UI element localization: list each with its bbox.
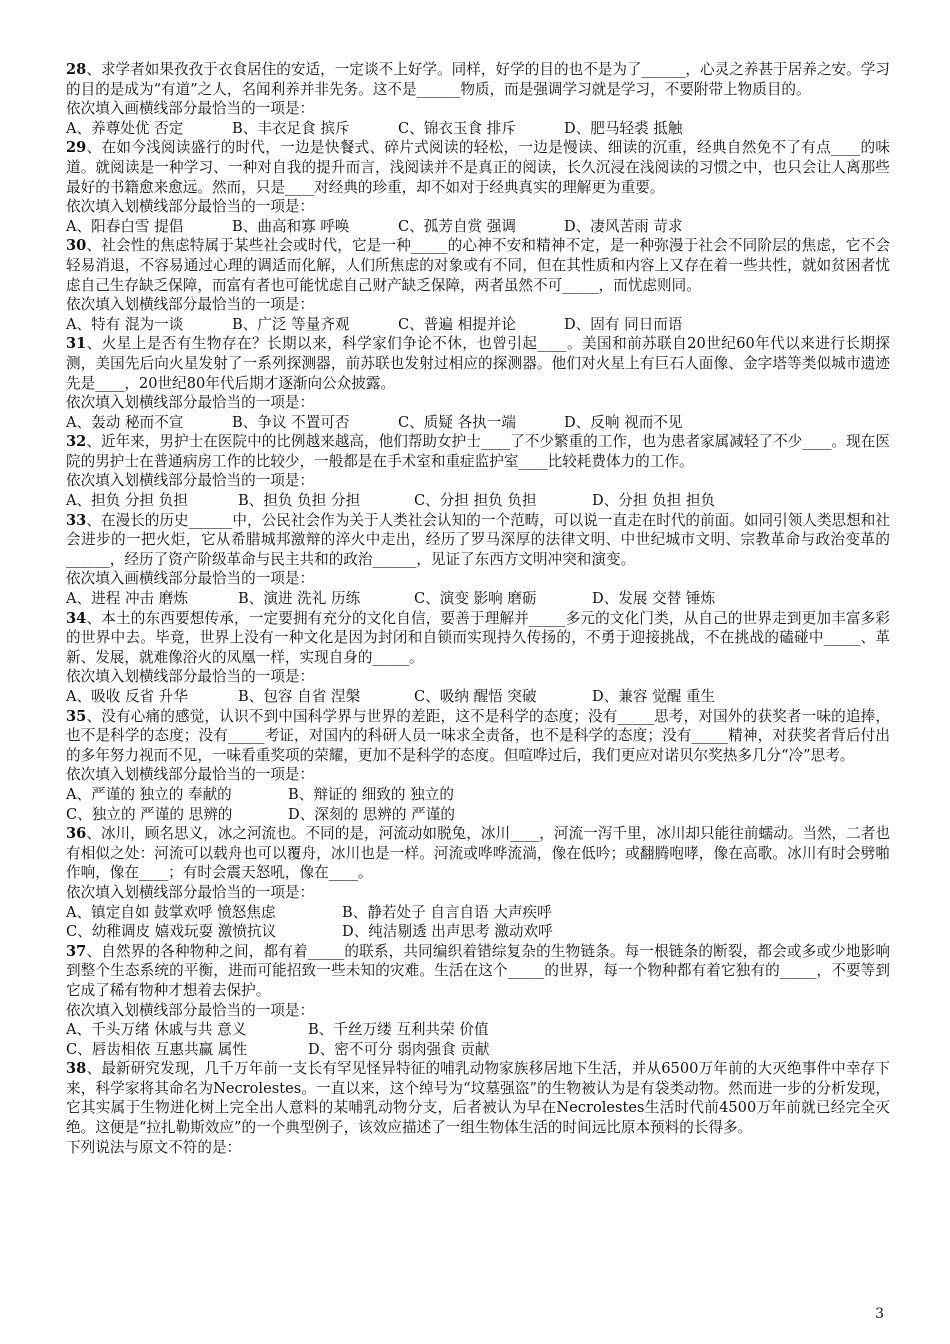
question-33 [66, 511, 890, 609]
question-text: 、在漫长的历史______中，公民社会作为关于人类社会认知的一个范畴，可以说一直走在时代的前面。如同引领人类思想和社会进步的一把火炬，它从希腊城邦激辩的淬火中走出，经历了罗马深厚的法律文明、中世纪城市文明、宗教革命与政治变革的______，经历了资产阶级革命与民主共和的政治______，见证了东西方文明冲突和演变。 [66, 511, 890, 568]
question-text: 、近年来，男护士在医院中的比例越来越高，他们帮助女护士____了不少繁重的工作，也为患者家属减轻了不少____。现在医院的男护士在普通病房工作的比较少，一般都是在手术室和重症监护室____比较耗费体力的工作。 [66, 433, 890, 470]
question-text: 、本土的东西要想传承，一定要拥有充分的文化自信，要善于理解并_____多元的文化门类，从自己的世界走到更加丰富多彩的世界中去。毕竟，世界上没有一种文化是因为封闭和自锁而实现持久传扬的，不勇于迎接挑战，不在挑战的磕碰中_____、革新、发展，就难像浴火的凤凰一样，实现自身的_____。 [66, 609, 890, 666]
question-text: 、在如今浅阅读盛行的时代，一边是快餐式、碎片式阅读的轻松，一边是慢读、细读的沉重，经典自然免不了有点____的味道。就阅读是一种学习、一种对自我的提升而言，浅阅读并不是真正的阅读，长久沉浸在浅阅读的习惯之中，也只会让人离那些最好的书籍愈来愈远。然而，只是____对经典的珍重，却不如对于经典真实的理解更为重要。 [66, 139, 890, 196]
option-b: B、包容 自省 涅槃 [238, 688, 361, 705]
option-a: A、千头万绪 休戚与共 意义 [66, 1021, 247, 1039]
option-a: A、养尊处优 否定 [66, 119, 184, 137]
option-a: A、进程 冲击 磨炼 [66, 590, 188, 608]
options-row [66, 785, 890, 805]
options-row [66, 805, 890, 825]
option-a: A、吸收 反省 升华 [66, 688, 188, 705]
question-stem [66, 707, 890, 766]
question-28 [66, 60, 890, 138]
question-number: 28 [66, 61, 87, 78]
question-number: 32 [66, 433, 87, 451]
question-prompt: 下列说法与原文不符的是： [66, 1138, 242, 1156]
option-b: B、曲高和寡 呼唤 [232, 217, 350, 235]
question-text: 、最新研究发现，几千万年前一支长有罕见怪异特征的哺乳动物家族移居地下生活，并从6500万年前的大灭绝事件中幸存下来，科学家将其命名为Necrolestes。一直以来，这个绰号为“坟墓强盗”的生物被认为是有袋类动物。然而进一步的分析发现，它其实属于生物进化树上完全出人意料的某哺乳动物分支，后者被认为早在Necrolestes生活时代前4500万年前就已经完全灭绝。这便是“拉扎勒斯效应”的一个典型例子，该效应描述了一组生物体生活的时间远比原本预料的长得多。 [66, 1060, 890, 1137]
option-c: C、分担 担负 负担 [414, 492, 537, 510]
option-d: D、分担 负担 担负 [592, 492, 716, 510]
option-b: B、争议 不置可否 [232, 413, 350, 431]
option-c: C、独立的 严谨的 思辨的 [66, 805, 233, 823]
question-prompt: 依次填入划横线部分最恰当的一项是： [66, 296, 315, 314]
options-row [66, 1040, 890, 1060]
question-number: 30 [66, 237, 87, 255]
options-row [66, 687, 890, 707]
option-b: B、丰衣足食 摈斥 [232, 119, 350, 137]
option-b: B、静若处子 自言自语 大声疾呼 [342, 903, 552, 921]
question-stem [66, 60, 890, 99]
question-text: 、冰川，顾名思义，冰之河流也。不同的是，河流动如脱兔，冰川____，河流一泻千里，冰川却只能往前蠕动。当然，二者也有相似之处：河流可以载舟也可以覆舟，冰川也是一样。河流或哗哗流淌，像在低吟；或翻腾咆哮，像在高歌。冰川有时会劈啪作响，像在____；有时会震天怒吼，像在____。 [66, 825, 890, 882]
option-b: B、担负 负担 分担 [238, 492, 361, 510]
option-a: A、担负 分担 负担 [66, 492, 188, 510]
options-row [66, 1020, 890, 1040]
options-row [66, 491, 890, 511]
question-number: 29 [66, 139, 87, 157]
question-number: 35 [66, 707, 87, 725]
question-prompt: 依次填入划横线部分最恰当的一项是： [66, 668, 315, 686]
question-number: 33 [66, 511, 87, 529]
option-b: B、演进 洗礼 历练 [238, 590, 361, 608]
option-d: D、密不可分 弱肉强食 贡献 [308, 1040, 490, 1058]
option-a: A、镇定自如 鼓掌欢呼 愤怒焦虑 [66, 903, 276, 921]
question-30 [66, 236, 890, 334]
question-stem [66, 432, 890, 471]
question-text: 、社会性的焦虑特属于某些社会或时代，它是一种_____的心神不安和精神不定，是一种弥漫于社会不同阶层的焦虑，它不会轻易消退，不容易通过心理的调适而化解，人们所焦虑的对象或有不同，但在其性质和内容上又存在着一些共性，就如贫困者忧虑自己生存缺乏保障，而富有者也可能忧虑自己财产缺乏保障，两者虽然不可_____，而忧虑则同。 [66, 237, 890, 294]
question-31 [66, 334, 890, 432]
question-text: 、求学者如果孜孜于衣食居住的安适，一定谈不上好学。同样，好学的目的也不是为了______，心灵之养甚于居养之安。学习的目的是成为“有道”之人，名闻利养并非先务。这不是______物质，而是强调学习就是学习，不要附带上物质目的。 [66, 61, 890, 98]
option-c: C、演变 影响 磨砺 [414, 590, 537, 608]
question-38 [66, 1059, 890, 1157]
question-stem [66, 942, 890, 1001]
question-text: 、自然界的各种物种之间，都有着_____的联系，共同编织着错综复杂的生物链条。每一根链条的断裂，都会或多或少地影响到整个生态系统的平衡，进而可能招致一些未知的灾难。生活在这个_____的世界，每一个物种都有着它独有的_____，不要等到它成了稀有物种才想着去保护。 [66, 942, 890, 999]
options-row [66, 217, 890, 237]
option-a: A、特有 混为一谈 [66, 315, 184, 333]
question-prompt: 依次填入划横线部分最恰当的一项是： [66, 472, 315, 490]
options-row [66, 315, 890, 335]
option-d: D、深刻的 思辨的 严谨的 [288, 805, 455, 823]
question-stem [66, 138, 890, 197]
option-d: D、纯洁剔透 出声思考 激动欢呼 [342, 923, 553, 941]
question-number: 34 [66, 609, 87, 627]
question-stem [66, 824, 890, 883]
question-36 [66, 824, 890, 942]
page-number: 3 [875, 1306, 884, 1322]
question-stem [66, 236, 890, 295]
option-c: C、吸纳 醒悟 突破 [414, 688, 537, 705]
question-prompt: 依次填入划横线部分最恰当的一项是： [66, 766, 315, 784]
question-number: 31 [66, 335, 87, 353]
options-row [66, 589, 890, 609]
options-row [66, 922, 890, 942]
option-c: C、孤芳自赏 强调 [398, 217, 516, 235]
option-d: D、凄风苦雨 苛求 [564, 217, 683, 235]
question-prompt: 依次填入划横线部分最恰当的一项是： [66, 394, 315, 412]
option-c: C、唇齿相依 互惠共赢 属性 [66, 1040, 247, 1058]
option-a: A、轰动 秘而不宣 [66, 413, 184, 431]
document-body [66, 60, 890, 1157]
question-number: 36 [66, 825, 87, 843]
question-29 [66, 138, 890, 236]
option-b: B、辩证的 细致的 独立的 [288, 785, 454, 803]
question-37 [66, 942, 890, 1060]
option-b: B、广泛 等量齐观 [232, 315, 350, 333]
options-row [66, 119, 890, 139]
option-b: B、千丝万缕 互利共荣 价值 [308, 1021, 489, 1039]
option-d: D、反响 视而不见 [564, 413, 683, 431]
option-d: D、发展 交替 锤炼 [592, 590, 716, 608]
question-number: 38 [66, 1060, 87, 1078]
question-text: 、没有心痛的感觉，认识不到中国科学界与世界的差距，这不是科学的态度；没有_____思考，对国外的获奖者一味的追捧，也不是科学的态度；没有_____考证，对国内的科研人员一味求全责备，也不是科学的态度；没有_____精神，对获奖者背后付出的多年努力视而不见，一味看重奖项的荣耀，更加不是科学的态度。但喧哗过后，我们更应对诺贝尔奖热多几分“冷”思考。 [66, 707, 890, 764]
question-number: 37 [66, 942, 87, 960]
option-c: C、质疑 各执一端 [398, 413, 516, 431]
option-a: A、严谨的 独立的 奉献的 [66, 785, 232, 803]
option-d: D、兼容 觉醒 重生 [592, 688, 716, 705]
question-text: 、火星上是否有生物存在？长期以来，科学家们争论不休，也曾引起____。美国和前苏联自20世纪60年代以来进行长期探测，美国先后向火星发射了一系列探测器，前苏联也发射过相应的探测器。他们对火星上有巨石人面像、金字塔等类似城市遗迹先是____，20世纪80年代后期才逐渐向公众披露。 [66, 335, 890, 392]
question-prompt: 依次填入划横线部分最恰当的一项是： [66, 1001, 315, 1019]
option-a: A、阳春白雪 提倡 [66, 217, 184, 235]
question-35 [66, 707, 890, 825]
option-c: C、锦衣玉食 排斥 [398, 119, 516, 137]
question-34 [66, 609, 890, 707]
option-d: D、固有 同日而语 [564, 315, 683, 333]
question-stem [66, 1059, 890, 1137]
question-prompt: 依次填入划横线部分最恰当的一项是： [66, 198, 315, 216]
options-row [66, 413, 890, 433]
option-d: D、肥马轻裘 抵触 [564, 119, 683, 137]
question-32 [66, 432, 890, 510]
question-prompt: 依次填入画横线部分最恰当的一项是： [66, 570, 315, 588]
question-stem [66, 511, 890, 570]
option-c: C、幼稚调皮 嬉戏玩耍 激愤抗议 [66, 923, 277, 941]
question-prompt: 依次填入画横线部分最恰当的一项是： [66, 100, 315, 118]
option-c: C、普遍 相提并论 [398, 315, 516, 333]
question-stem [66, 609, 890, 668]
question-stem [66, 334, 890, 393]
options-row [66, 903, 890, 923]
question-prompt: 依次填入划横线部分最恰当的一项是： [66, 883, 315, 901]
